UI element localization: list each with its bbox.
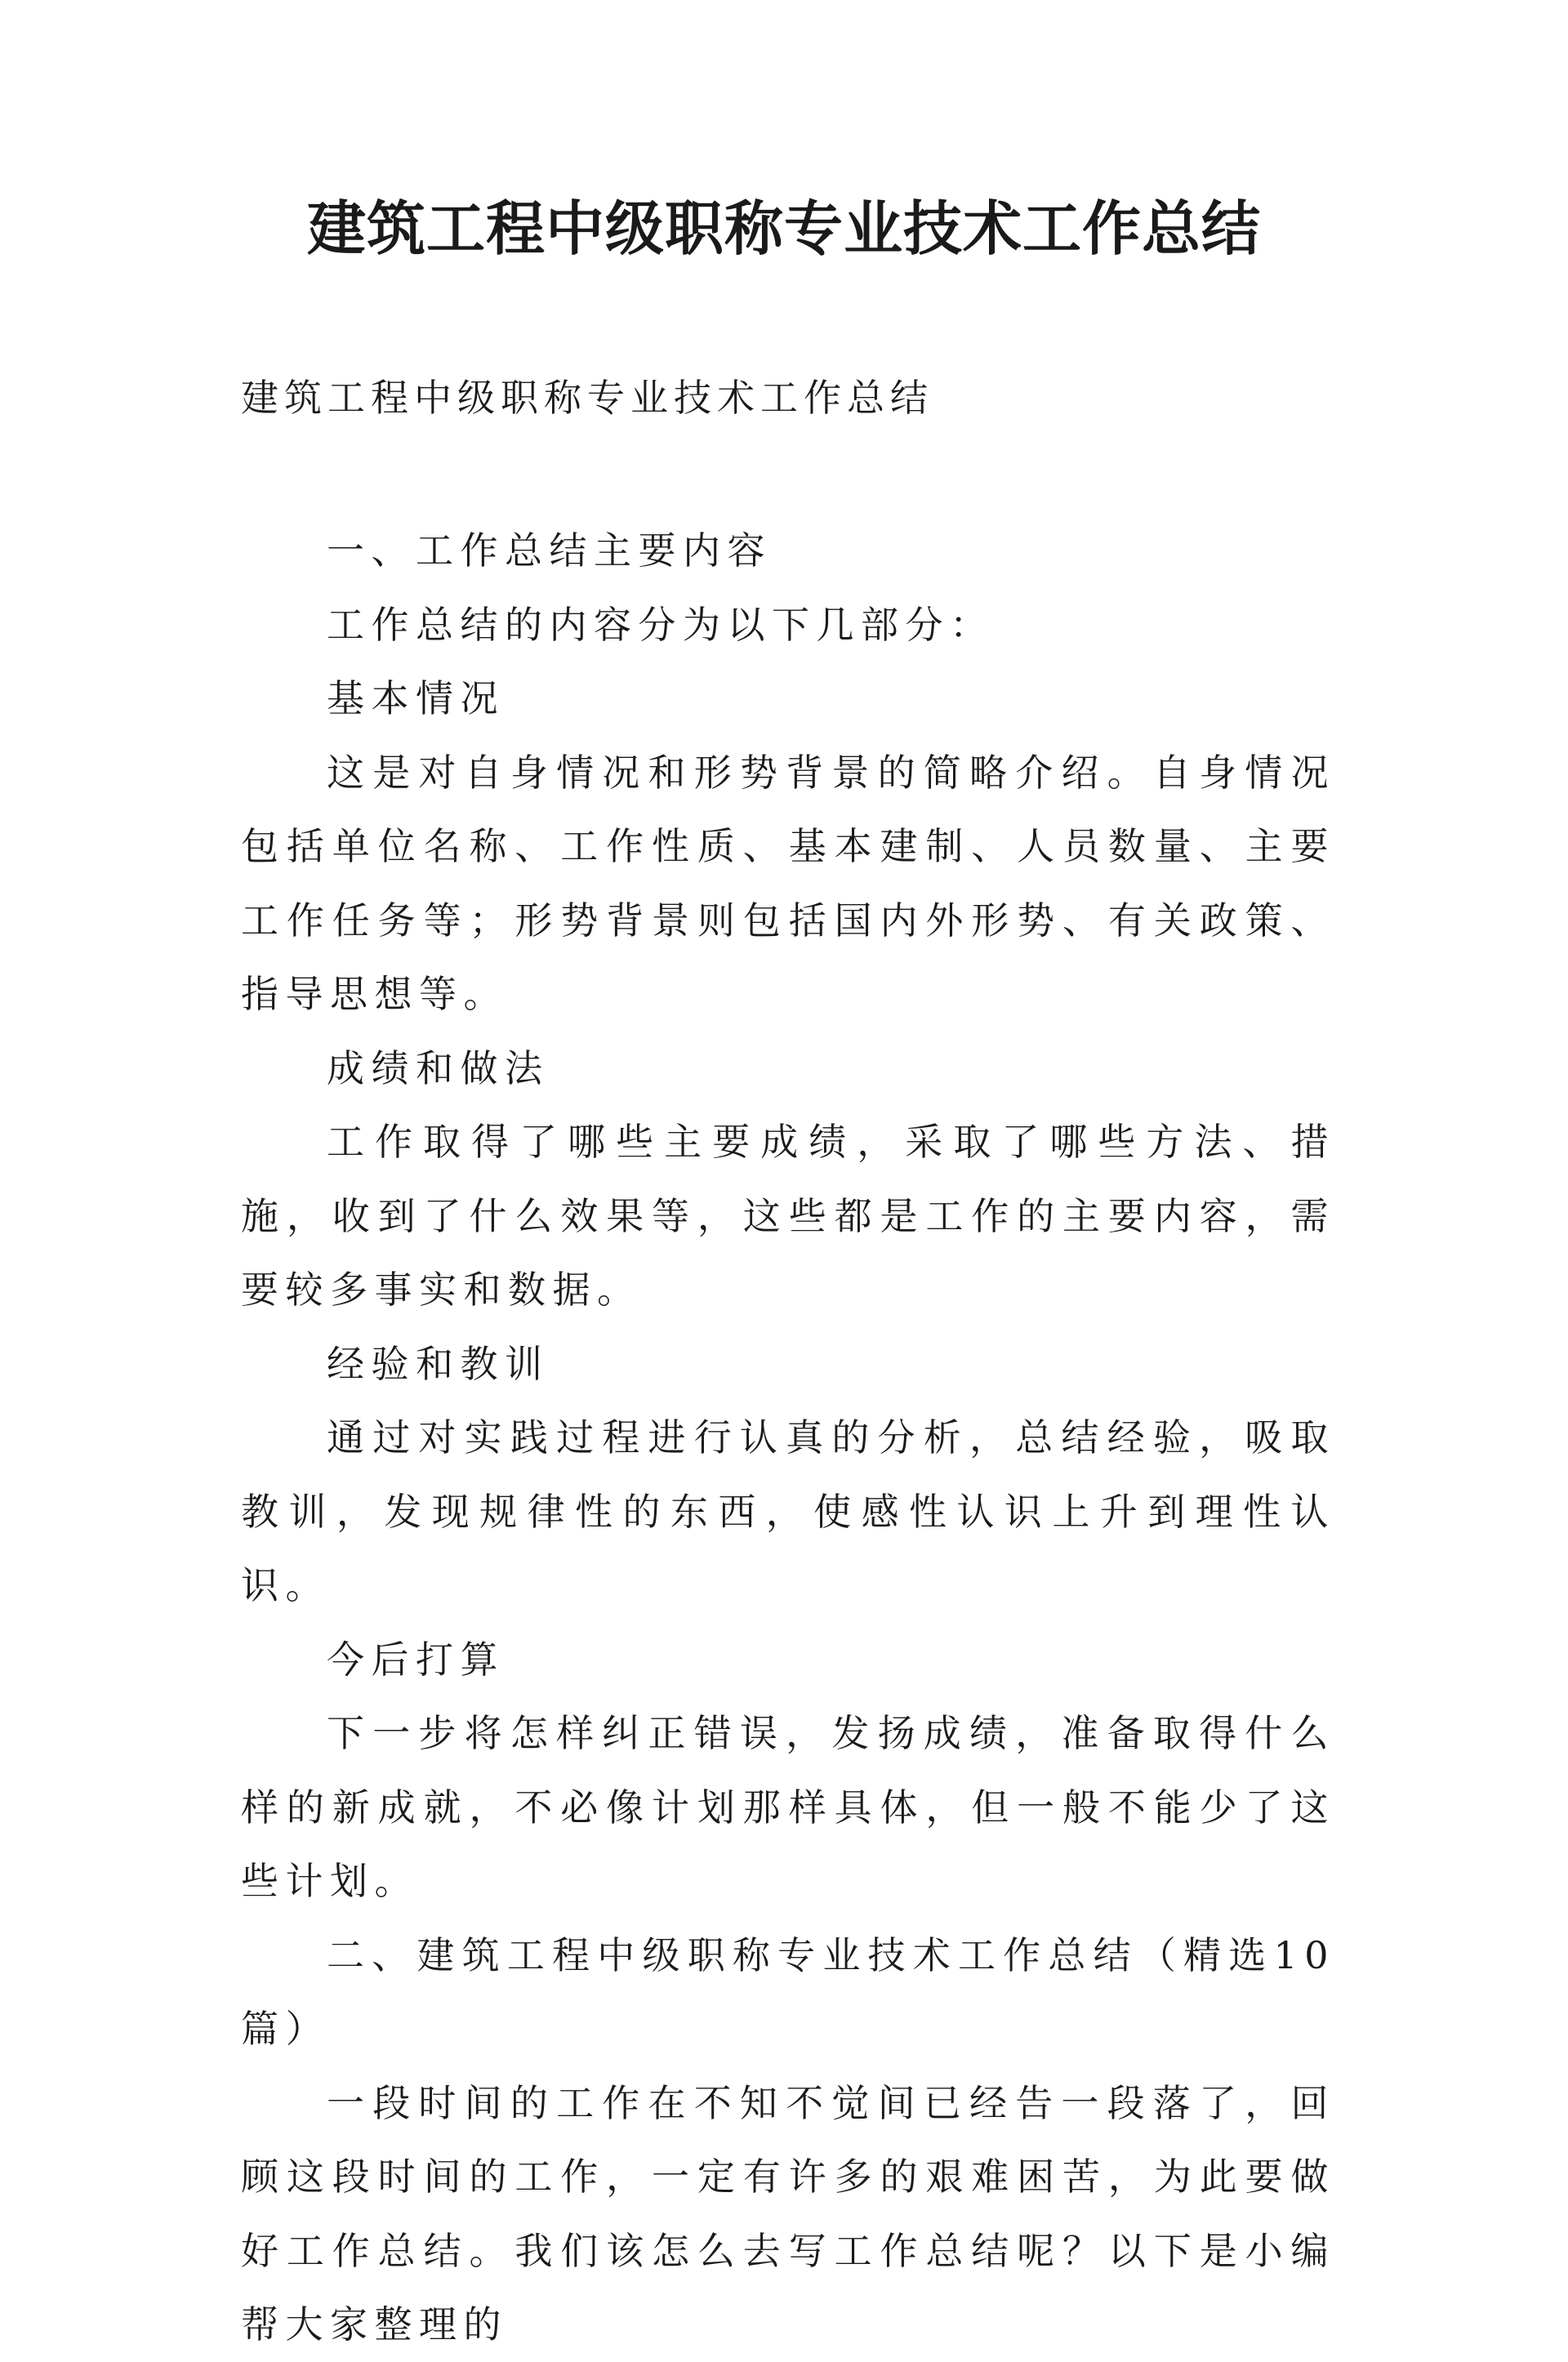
- paragraph: 这是对自身情况和形势背景的简略介绍。自身情况包括单位名称、工作性质、基本建制、人员数量、主要工作任务等；形势背景则包括国内外形势、有关政策、指导思想等。: [241, 750, 1335, 1016]
- paragraph: 下一步将怎样纠正错误，发扬成绩，准备取得什么样的新成就，不必像计划那样具体，但一般不能少了这些计划。: [241, 1711, 1335, 1903]
- subheading-future-plans: 今后打算: [327, 1637, 505, 1682]
- document-title: 建筑工程中级职称专业技术工作总结: [306, 194, 1261, 263]
- document-subtitle: 建筑工程中级职称专业技术工作总结: [241, 376, 933, 420]
- subheading-achievements: 成绩和做法: [327, 1045, 550, 1090]
- paragraph: 工作取得了哪些主要成绩，采取了哪些方法、措施，收到了什么效果等，这些都是工作的主要内容，需要较多事实和数据。: [241, 1120, 1335, 1312]
- paragraph: 工作总结的内容分为以下几部分：: [327, 602, 995, 647]
- document-body: [241, 514, 1335, 2362]
- section-heading-2: 二、建筑工程中级职称专业技术工作总结（精选10篇）: [241, 1932, 1335, 2051]
- paragraph: 一段时间的工作在不知不觉间已经告一段落了，回顾这段时间的工作，一定有许多的艰难困苦，为此要做好工作总结。我们该怎么去写工作总结呢？以下是小编帮大家整理的: [241, 2080, 1335, 2346]
- paragraph: 通过对实践过程进行认真的分析，总结经验，吸取教训，发现规律性的东西，使感性认识上升到理性认识。: [241, 1415, 1335, 1607]
- subheading-lessons: 经验和教训: [327, 1341, 550, 1386]
- subheading-basic-situation: 基本情况: [327, 676, 505, 720]
- section-heading-1: 一、工作总结主要内容: [327, 528, 772, 573]
